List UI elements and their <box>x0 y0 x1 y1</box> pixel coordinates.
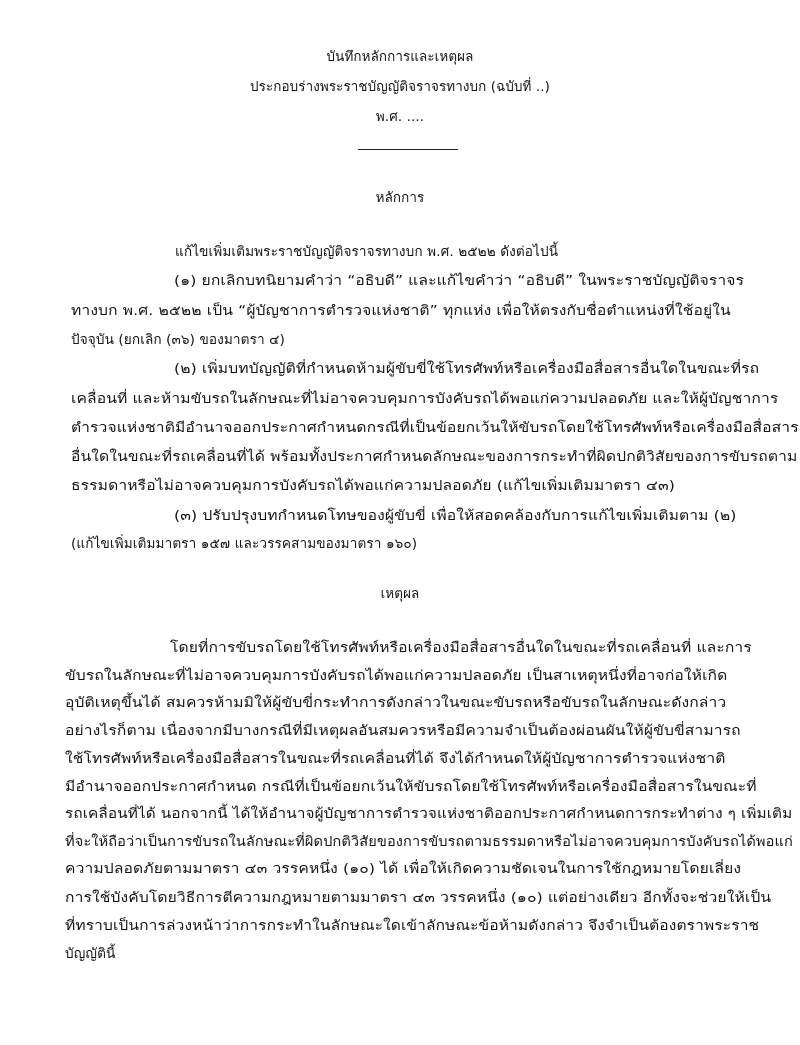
principle-item2-line: (๒) เพิ่มบทบัญญัติที่กำหนดห้ามผู้ขับขี่ใช้โทรศัพท์หรือเครื่องมือสื่อสารอื่นใดในขณะที่รถ <box>174 361 760 377</box>
header-divider <box>358 149 458 150</box>
principle-item1-line: ปัจจุบัน (ยกเลิก (๓๖) ของมาตรา ๔) <box>71 332 285 348</box>
buddhist-era-line: พ.ศ. .... <box>375 109 425 125</box>
bill-title: ประกอบร่างพระราชบัญญัติจราจรทางบก (ฉบับที่ ..) <box>250 79 550 95</box>
reason-line: ขับรถในลักษณะที่ไม่อาจควบคุมการบังคับรถได้พอแก่ความปลอดภัย เป็นสาเหตุหนึ่งที่อาจก่อให้เกิด <box>65 668 728 684</box>
principle-item2-line: เคลื่อนที่ และห้ามขับรถในลักษณะที่ไม่อาจควบคุมการบังคับรถได้พอแก่ความปลอดภัย และให้ผู้บัญชาการ <box>71 391 779 407</box>
reason-line: ใช้โทรศัพท์หรือเครื่องมือสื่อสารในขณะที่รถเคลื่อนที่ได้ จึงได้กำหนดให้ผู้บัญชาการตำรวจแห่งชาติ <box>65 751 726 767</box>
principle-item2-line: อื่นใดในขณะที่รถเคลื่อนที่ได้ พร้อมทั้งประกาศกำหนดลักษณะของการกระทำที่ผิดปกติวิสัยของการขับรถตาม <box>71 449 798 465</box>
reason-line: โดยที่การขับรถโดยใช้โทรศัพท์หรือเครื่องมือสื่อสารอื่นใดในขณะที่รถเคลื่อนที่ และการ <box>170 640 752 656</box>
principle-heading: หลักการ <box>375 190 425 206</box>
reason-line: มีอำนาจออกประกาศกำหนด กรณีที่เป็นข้อยกเว้นให้ขับรถโดยใช้โทรศัพท์หรือเครื่องมือสื่อสารในขณะที่ <box>65 779 757 795</box>
reason-line: บัญญัตินี้ <box>65 946 116 962</box>
principle-item3-line: (แก้ไขเพิ่มเติมมาตรา ๑๕๗ และวรรคสามของมาตรา ๑๖๐) <box>71 536 418 552</box>
principle-item1-line: (๑) ยกเลิกบทนิยามคำว่า “อธิบดี” และแก้ไขคำว่า “อธิบดี” ในพระราชบัญญัติจราจร <box>174 273 745 289</box>
principle-item1-line: ทางบก พ.ศ. ๒๕๒๒ เป็น “ผู้บัญชาการตำรวจแห่งชาติ” ทุกแห่ง เพื่อให้ตรงกับชื่อตำแหน่งที่ใช้อยู่ใน <box>71 303 731 319</box>
principle-item2-line: ธรรมดาหรือไม่อาจควบคุมการบังคับรถได้พอแก่ความปลอดภัย (แก้ไขเพิ่มเติมมาตรา ๔๓) <box>71 478 675 494</box>
principle-intro: แก้ไขเพิ่มเติมพระราชบัญญัติจราจรทางบก พ.ศ. ๒๕๒๒ ดังต่อไปนี้ <box>175 244 559 260</box>
memo-title: บันทึกหลักการและเหตุผล <box>326 49 474 65</box>
reason-line: ที่ทราบเป็นการล่วงหน้าว่าการกระทำในลักษณะใดเข้าลักษณะข้อห้ามดังกล่าว จึงจำเป็นต้องตราพระราช <box>65 918 760 934</box>
reason-heading: เหตุผล <box>380 586 420 602</box>
reason-line: ความปลอดภัยตามมาตรา ๔๓ วรรคหนึ่ง (๑๐) ได้ เพื่อให้เกิดความชัดเจนในการใช้กฎหมายโดยเลี่ยง <box>65 861 742 877</box>
principle-item2-line: ตำรวจแห่งชาติมีอำนาจออกประกาศกำหนดกรณีที่เป็นข้อยกเว้นให้ขับรถโดยใช้โทรศัพท์หรือเครื่องมือสื่อสาร <box>71 420 799 436</box>
reason-line: รถเคลื่อนที่ได้ นอกจากนี้ ได้ให้อำนาจผู้บัญชาการตำรวจแห่งชาติออกประกาศกำหนดการกระทำต่าง ๆ เพิ่มเติม <box>65 806 793 822</box>
reason-line: อย่างไรก็ตาม เนื่องจากมีบางกรณีที่มีเหตุผลอันสมควรหรือมีความจำเป็นต้องผ่อนผันให้ผู้ขับขี่สามารถ <box>65 723 741 739</box>
reason-line: ที่จะให้ถือว่าเป็นการขับรถในลักษณะที่ผิดปกติวิสัยของการขับรถตามธรรมดาหรือไม่อาจควบคุมการบังคับรถได้พอแก่ <box>65 834 793 850</box>
reason-line: การใช้บังคับโดยวิธีการตีความกฎหมายตามมาตรา ๔๓ วรรคหนึ่ง (๑๐) แต่อย่างเดียว อีกทั้งจะช่วยให้เป็น <box>65 890 772 906</box>
principle-item3-line: (๓) ปรับปรุงบทกำหนดโทษของผู้ขับขี่ เพื่อให้สอดคล้องกับการแก้ไขเพิ่มเติมตาม (๒) <box>174 508 737 524</box>
reason-line: อุบัติเหตุขึ้นได้ สมควรห้ามมิให้ผู้ขับขี่กระทำการดังกล่าวในขณะขับรถหรือขับรถในลักษณะดังกล่าว <box>65 695 727 711</box>
